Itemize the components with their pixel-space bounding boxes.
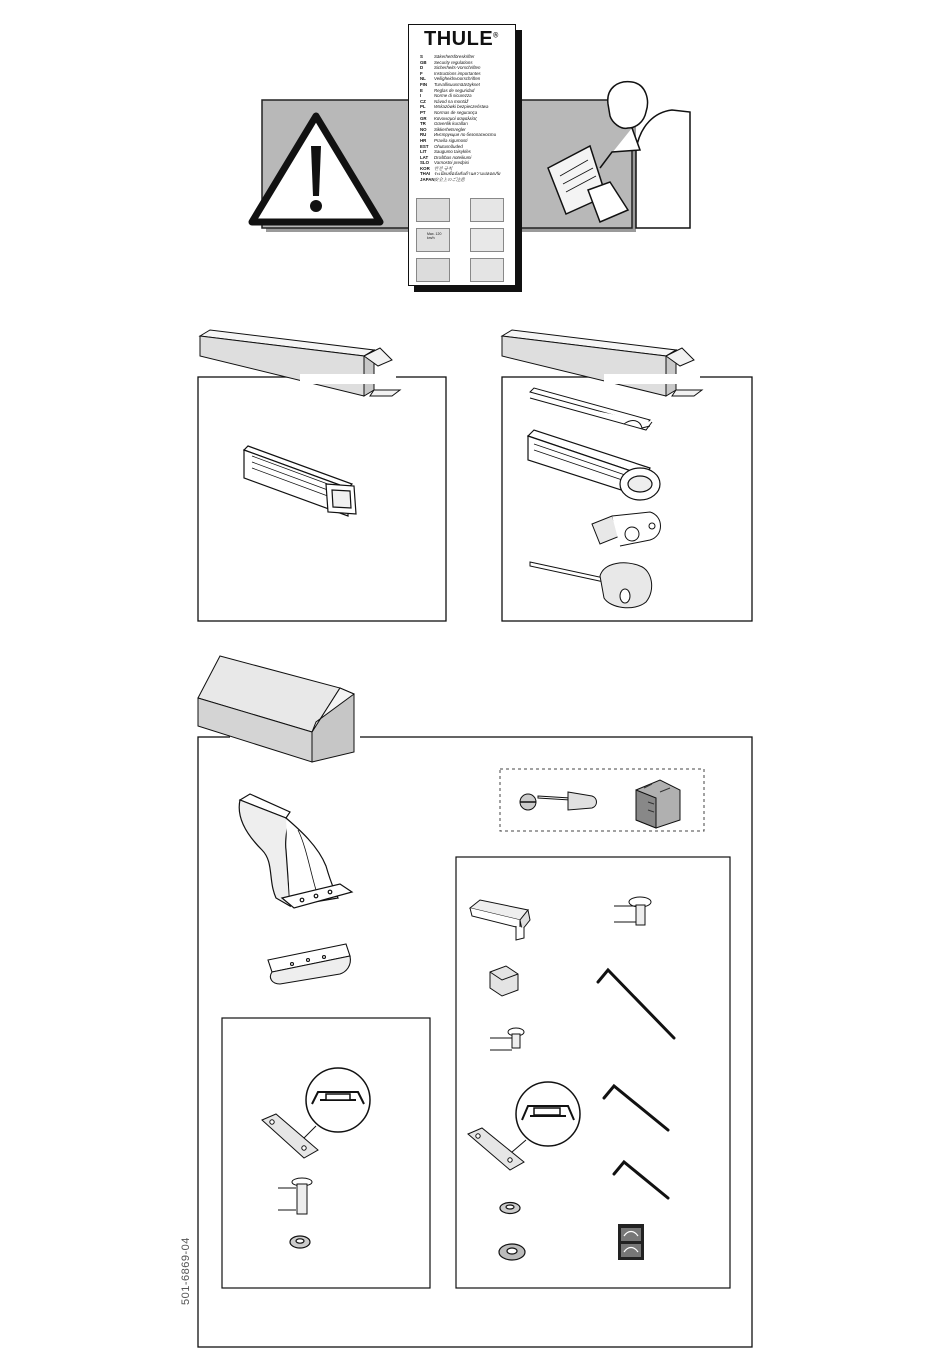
language-code: LAT bbox=[420, 154, 429, 160]
end-cap-small-icon bbox=[490, 966, 518, 996]
language-title: Инструкция по безопасности bbox=[434, 132, 497, 138]
language-title: Normas de segurança bbox=[434, 109, 478, 115]
channel-bracket-icon bbox=[470, 900, 530, 940]
left-parts-frame bbox=[222, 1018, 430, 1288]
language-title: ระเบียบข้อบังคับด้านความปลอดภัย bbox=[434, 171, 501, 177]
language-title: Pravila sigurnosti bbox=[434, 137, 468, 143]
document-code: 501-6869-04 bbox=[180, 1237, 192, 1305]
allen-key-long-icon bbox=[598, 970, 674, 1038]
language-code: NL bbox=[420, 76, 426, 82]
language-title: Güvenlik kuralları bbox=[434, 121, 468, 127]
language-code: EST bbox=[420, 143, 429, 149]
language-title: Ohutusnõuded bbox=[434, 143, 463, 149]
language-title: Veiligheidsvoorschriften bbox=[434, 76, 481, 82]
thumbnail-3: Max. 120 km/h bbox=[416, 228, 450, 252]
language-code: GR bbox=[420, 115, 427, 121]
language-title: Säkerhetsföreskrifter bbox=[434, 54, 475, 59]
long-carton-left-icon bbox=[200, 330, 400, 396]
clamp-plate-icon bbox=[262, 1114, 318, 1158]
thumbnail-1 bbox=[416, 198, 450, 222]
small-carton-icon bbox=[198, 656, 360, 762]
language-title: 안전 규칙 bbox=[434, 165, 453, 171]
washer-small-icon bbox=[500, 1203, 520, 1214]
language-title: Drošības noteikumi bbox=[434, 154, 472, 160]
thumbnail-6 bbox=[470, 258, 504, 282]
roof-rack-foot-icon bbox=[239, 794, 352, 908]
toolbox-icon bbox=[636, 780, 680, 828]
foot-pad-icon bbox=[268, 944, 350, 984]
thumbnail-5 bbox=[416, 258, 450, 282]
language-code: SLO bbox=[420, 160, 430, 166]
rubber-strip-icon bbox=[530, 388, 652, 430]
allen-key-short-icon bbox=[614, 1162, 668, 1198]
kit-section bbox=[0, 640, 950, 1354]
language-title: Instructions importantes bbox=[434, 70, 481, 76]
screwdriver-icon bbox=[520, 792, 597, 810]
language-code: D bbox=[420, 65, 424, 71]
language-title: Κανονισμοί ασφαλείας bbox=[434, 115, 478, 121]
bracket-profile-magnifier-icon bbox=[300, 1068, 370, 1142]
language-title: Norme di sicurezza bbox=[434, 93, 472, 99]
instructions-language-list bbox=[420, 54, 512, 183]
washer-icon bbox=[290, 1236, 310, 1248]
allen-key-medium-icon bbox=[604, 1086, 668, 1130]
language-code: F bbox=[420, 70, 423, 76]
language-code: E bbox=[420, 87, 423, 93]
language-title: Turvallisuusmääräykset bbox=[434, 81, 480, 87]
screw-small-icon bbox=[490, 1028, 524, 1050]
language-title: Návod na montáž bbox=[434, 98, 469, 104]
language-code: PL bbox=[420, 104, 426, 110]
language-code: I bbox=[420, 93, 422, 99]
language-title: Sicherheits-Vorschriften bbox=[434, 65, 481, 71]
washer-large-icon bbox=[499, 1244, 525, 1260]
language-code: S bbox=[420, 54, 423, 59]
language-title: Wskazówki bezpieczeństwa bbox=[434, 104, 489, 110]
language-code: GB bbox=[420, 59, 427, 65]
aero-roof-bar-icon bbox=[528, 430, 660, 500]
language-code: FIN bbox=[420, 81, 428, 87]
language-code: KOR bbox=[420, 165, 430, 171]
end-cap-icon bbox=[592, 512, 661, 546]
language-title: Saugumo taisyklės bbox=[434, 149, 471, 155]
square-roof-bar-icon bbox=[244, 446, 356, 516]
instruction-booklet bbox=[408, 24, 518, 288]
bracket-profile-magnifier-2-icon bbox=[512, 1082, 580, 1152]
language-code: PT bbox=[420, 109, 426, 115]
language-code: NO bbox=[420, 126, 427, 132]
language-code: RU bbox=[420, 132, 427, 138]
sticker-sheet-icon bbox=[618, 1224, 644, 1260]
bars-section bbox=[0, 300, 950, 640]
long-carton-right-icon bbox=[502, 330, 702, 396]
thumbnail-2 bbox=[470, 198, 504, 222]
language-title: Sikkerhetsregler bbox=[434, 126, 466, 132]
language-title: Varnostni predpisi bbox=[434, 160, 469, 166]
language-title: 安全上のご注意 bbox=[434, 177, 465, 183]
language-code: HR bbox=[420, 137, 427, 143]
thumbnail-4 bbox=[470, 228, 504, 252]
instruction-language-line bbox=[420, 177, 512, 183]
language-title: Security regulations bbox=[434, 59, 473, 65]
language-code: JAPAN bbox=[420, 177, 435, 183]
bolt-icon bbox=[278, 1178, 312, 1214]
brand-logo: THULE® bbox=[424, 28, 499, 50]
language-code: LIT bbox=[420, 149, 427, 155]
language-code: TR bbox=[420, 121, 426, 127]
screw-large-icon bbox=[614, 897, 651, 925]
language-code: THAI bbox=[420, 171, 431, 177]
language-code: CZ bbox=[420, 98, 426, 104]
language-title: Reglas de seguridad bbox=[434, 87, 475, 93]
lock-key-cylinder-icon bbox=[530, 562, 652, 608]
